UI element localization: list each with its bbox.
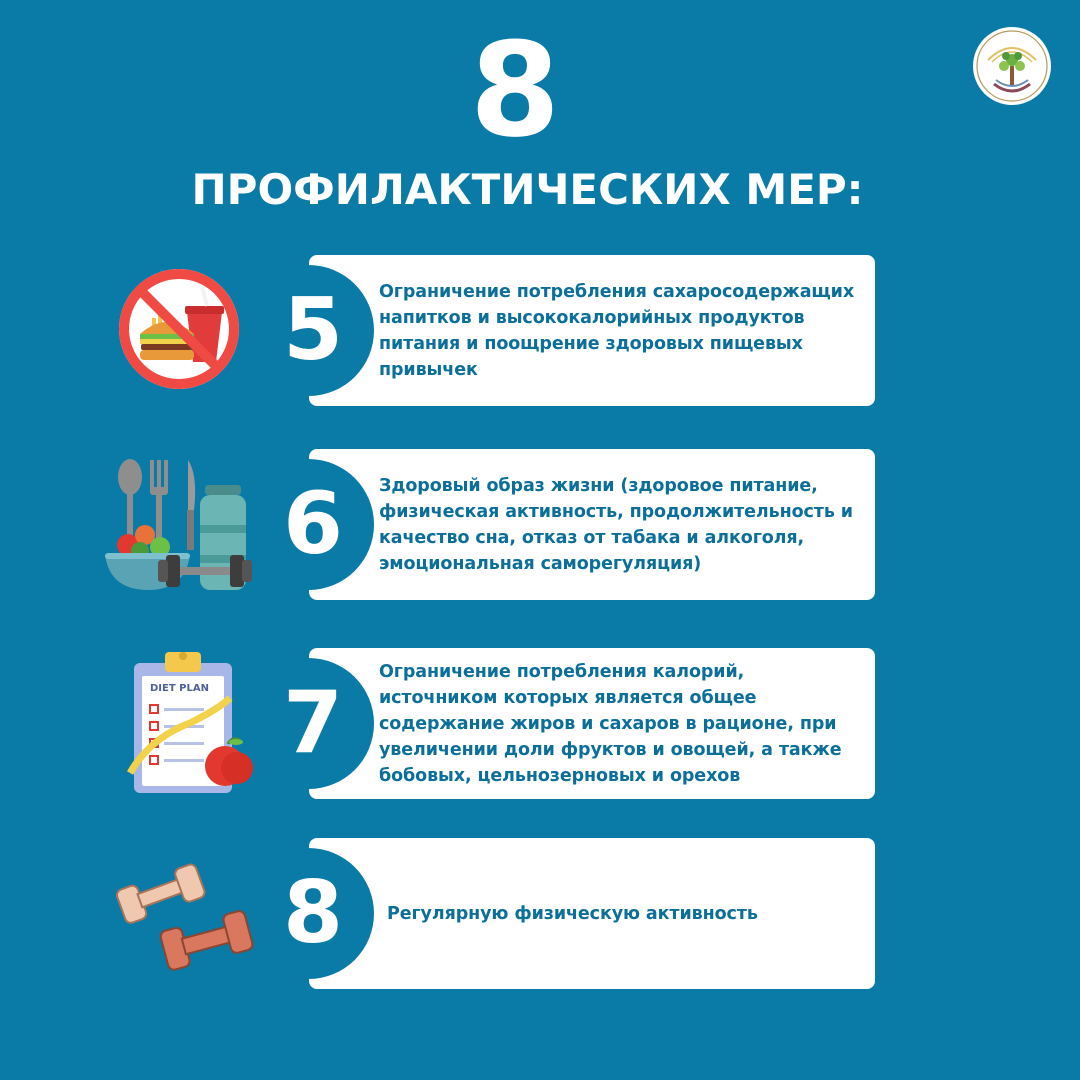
measure-card-5 bbox=[283, 255, 875, 406]
measure-card-8 bbox=[283, 838, 875, 989]
measure-text: Регулярную физическую активность bbox=[387, 903, 758, 924]
measure-text: Здоровый образ жизни (здоровое питание, физическая активность, продолжительность и качество сна, отказ от табака и алкоголя, эмоциональная саморегуляция) bbox=[379, 475, 853, 574]
diet-plan-illustration bbox=[120, 648, 260, 798]
measure-number: 6 bbox=[283, 474, 343, 574]
no-fastfood-icon bbox=[112, 262, 247, 397]
header-title: ПРОФИЛАКТИЧЕСКИХ МЕР: bbox=[191, 165, 864, 214]
measure-number: 8 bbox=[283, 863, 343, 963]
dumbbells-icon bbox=[108, 862, 258, 972]
measure-card-7 bbox=[283, 648, 875, 799]
measure-text: Ограничение потребления калорий, источником которых является общее содержание жиров и сахаров в рационе, при увеличении доли фруктов и овощей, а также бобовых, цельнозерновых и орехов bbox=[379, 661, 842, 786]
measure-number: 7 bbox=[283, 673, 343, 773]
diet-plan-label: DIET PLAN bbox=[150, 683, 209, 694]
diet-plan-icon bbox=[120, 648, 260, 798]
measure-number: 5 bbox=[283, 280, 343, 380]
healthy-lifestyle-icon bbox=[100, 455, 260, 600]
tree-emblem-icon bbox=[972, 26, 1052, 106]
measure-card-6 bbox=[283, 449, 875, 600]
measure-text: Ограничение потребления сахаросодержащих напитков и высококалорийных продуктов питания и поощрение здоровых пищевых привычек bbox=[379, 281, 855, 380]
header-number: 8 bbox=[469, 14, 561, 166]
